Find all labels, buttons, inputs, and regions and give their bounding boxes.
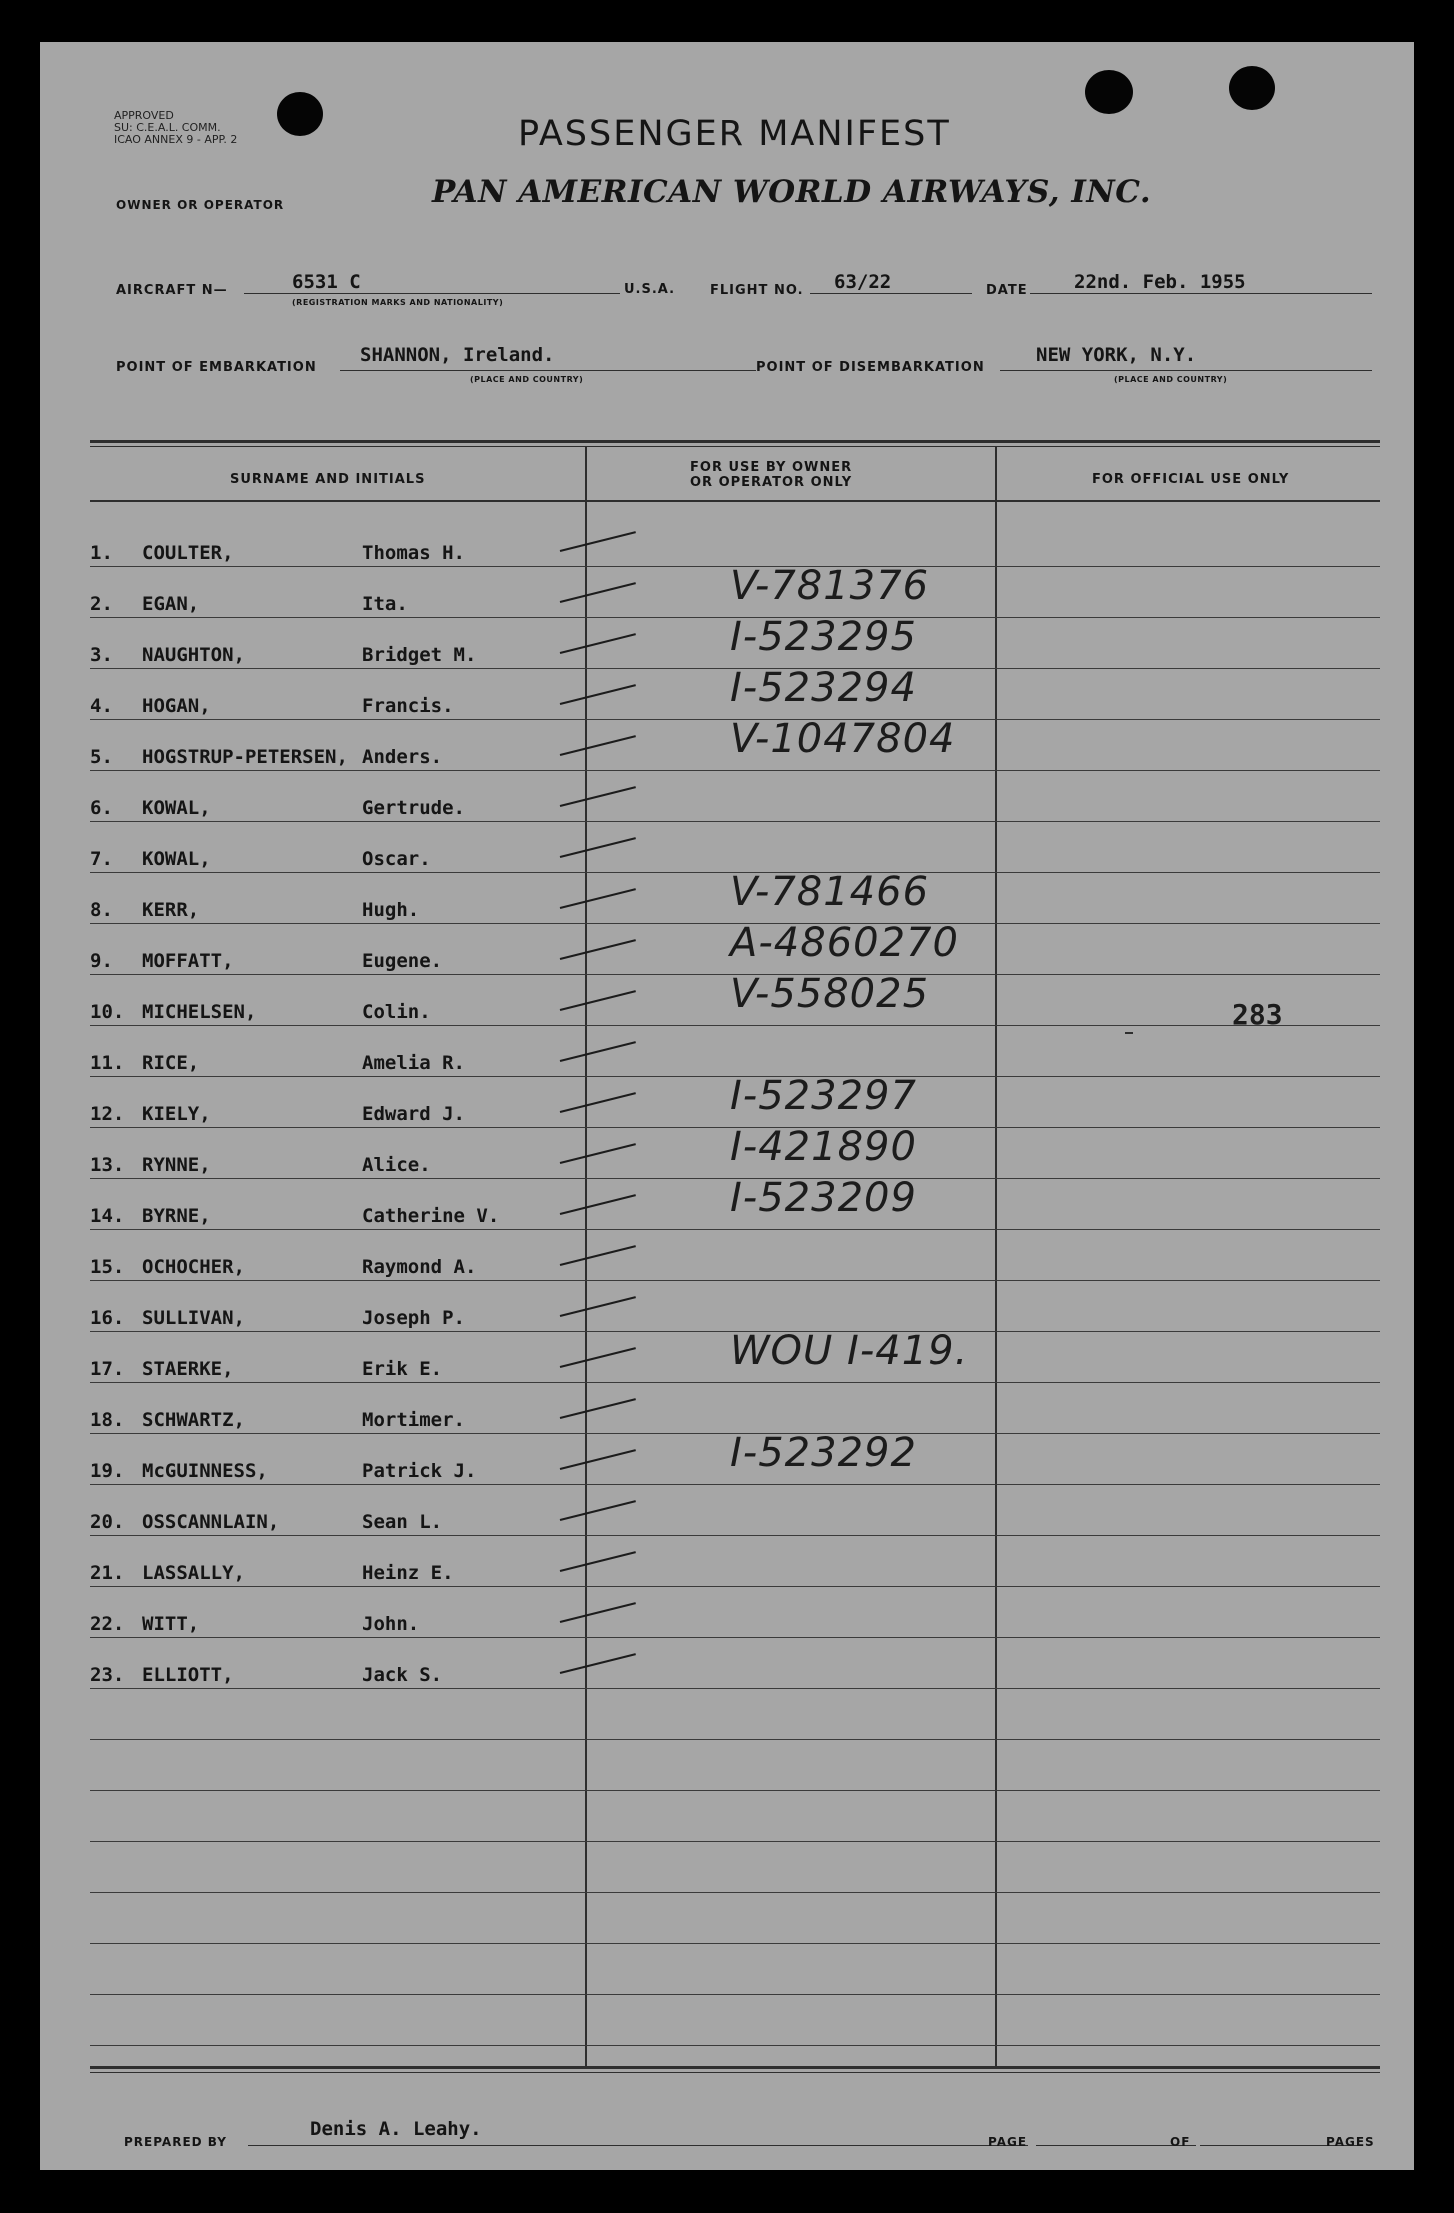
row-number: 16. [90,1307,125,1329]
passenger-initials: Colin. [362,1001,431,1023]
disembarkation-value: NEW YORK, N.Y. [1036,344,1197,366]
table-bottom-rule-2 [90,2072,1380,2073]
approval-stamp [114,110,237,146]
handwritten-id: V-781376 [730,563,930,609]
row-rule [90,1025,1380,1026]
handwritten-id: I-421890 [730,1124,917,1170]
row-number: 10. [90,1001,125,1023]
embarkation-value: SHANNON, Ireland. [360,344,555,366]
passenger-initials: Amelia R. [362,1052,465,1074]
row-number: 5. [90,746,113,768]
row-number: 22. [90,1613,125,1635]
disembarkation-label: POINT OF DISEMBARKATION [756,360,985,375]
date-value: 22nd. Feb. 1955 [1074,271,1246,293]
check-tick [560,939,636,960]
column-header-official: FOR OFFICIAL USE ONLY [1092,472,1290,487]
passenger-surname: ELLIOTT, [142,1664,234,1686]
row-rule [90,1892,1380,1893]
row-number: 11. [90,1052,125,1074]
check-tick [560,1245,636,1266]
prepared-by-underline [248,2145,1028,2146]
row-number: 3. [90,644,113,666]
punch-hole [1085,70,1133,114]
page-label: PAGE [988,2135,1028,2149]
passenger-surname: OCHOCHER, [142,1256,245,1278]
passenger-initials: Oscar. [362,848,431,870]
check-tick [560,1500,636,1521]
passenger-initials: Jack S. [362,1664,443,1686]
passenger-surname: MOFFATT, [142,950,234,972]
passenger-surname: RYNNE, [142,1154,211,1176]
pages-label: PAGES [1326,2135,1375,2149]
row-rule [90,1994,1380,1995]
row-rule [90,1637,1380,1638]
passenger-surname: KIELY, [142,1103,211,1125]
row-number: 9. [90,950,113,972]
punch-hole [1229,66,1275,110]
row-number: 13. [90,1154,125,1176]
row-rule [90,1739,1380,1740]
flight-value: 63/22 [834,271,892,293]
row-number: 1. [90,542,113,564]
row-number: 2. [90,593,113,615]
passenger-initials: Mortimer. [362,1409,465,1431]
handwritten-id: I-523209 [730,1175,917,1221]
check-tick [560,990,636,1011]
row-rule [90,1280,1380,1281]
handwritten-id: I-523295 [730,614,917,660]
handwritten-id: A-4860270 [730,920,959,966]
stamp-line: SU: C.E.A.L. COMM. [114,121,221,134]
column-header-owner-line: OR OPERATOR ONLY [690,475,853,490]
header-bottom-rule [90,500,1380,502]
passenger-surname: KOWAL, [142,797,211,819]
check-tick [560,888,636,909]
check-tick [560,1653,636,1674]
column-header-surname: SURNAME AND INITIALS [230,472,426,487]
passenger-initials: Eugene. [362,950,443,972]
handwritten-id: I-523294 [730,665,917,711]
row-rule [90,770,1380,771]
check-tick [560,1296,636,1317]
passenger-initials: Joseph P. [362,1307,465,1329]
passenger-initials: Ita. [362,593,408,615]
column-header-owner-line: FOR USE BY OWNER [690,460,853,475]
row-number: 21. [90,1562,125,1584]
row-rule [90,2045,1380,2046]
passenger-surname: WITT, [142,1613,200,1635]
check-tick [560,582,636,603]
passenger-initials: Edward J. [362,1103,465,1125]
passenger-initials: John. [362,1613,420,1635]
passenger-surname: LASSALLY, [142,1562,245,1584]
check-tick [560,1398,636,1419]
embarkation-label: POINT OF EMBARKATION [116,360,317,375]
passenger-surname: STAERKE, [142,1358,234,1380]
embarkation-underline [340,370,756,371]
row-number: 23. [90,1664,125,1686]
passenger-surname: MICHELSEN, [142,1001,257,1023]
check-tick [560,1092,636,1113]
handwritten-id: WOU I-419. [730,1328,969,1374]
passenger-surname: COULTER, [142,542,234,564]
owner-label: OWNER OR OPERATOR [116,198,285,212]
row-rule [90,1841,1380,1842]
passenger-surname: KOWAL, [142,848,211,870]
row-number: 19. [90,1460,125,1482]
flight-underline [810,293,972,294]
aircraft-underline [244,293,620,294]
row-rule [90,1382,1380,1383]
table-bottom-rule [90,2066,1380,2069]
passenger-surname: NAUGHTON, [142,644,245,666]
check-tick [560,1449,636,1470]
row-rule [90,1688,1380,1689]
row-number: 8. [90,899,113,921]
aircraft-label: AIRCRAFT N— [116,283,228,298]
disembarkation-underline [1000,370,1372,371]
row-rule [90,821,1380,822]
row-number: 4. [90,695,113,717]
passenger-surname: EGAN, [142,593,200,615]
column-header-owner [690,460,852,490]
row-rule [90,1229,1380,1230]
table-top-rule-2 [90,446,1380,447]
handwritten-id: I-523292 [730,1430,917,1476]
row-number: 20. [90,1511,125,1533]
check-tick [560,1194,636,1215]
handwritten-id: V-1047804 [730,716,956,762]
passenger-initials: Heinz E. [362,1562,454,1584]
aircraft-value: 6531 C [292,271,361,293]
passenger-initials: Thomas H. [362,542,465,564]
row-rule [90,1790,1380,1791]
disembarkation-note: (PLACE AND COUNTRY) [1114,375,1228,384]
passenger-surname: HOGSTRUP-PETERSEN, [142,746,348,768]
airline-name: PAN AMERICAN WORLD AIRWAYS, INC. [432,174,1152,210]
check-tick [560,633,636,654]
prepared-by-value: Denis A. Leahy. [310,2118,482,2140]
of-label: OF [1170,2135,1191,2149]
passenger-surname: OSSCANNLAIN, [142,1511,280,1533]
passenger-initials: Anders. [362,746,443,768]
flight-label: FLIGHT NO. [710,283,804,298]
passenger-initials: Hugh. [362,899,420,921]
page-title: PASSENGER MANIFEST [518,114,951,154]
row-rule [90,1484,1380,1485]
row-number: 7. [90,848,113,870]
official-dash [1125,1032,1133,1034]
passenger-surname: KERR, [142,899,200,921]
official-note: 283 [1232,998,1283,1031]
passenger-initials: Sean L. [362,1511,443,1533]
registration-note: (REGISTRATION MARKS AND NATIONALITY) [292,298,504,307]
passenger-initials: Francis. [362,695,454,717]
passenger-surname: SCHWARTZ, [142,1409,245,1431]
row-rule [90,1586,1380,1587]
handwritten-id: V-558025 [730,971,930,1017]
check-tick [560,1143,636,1164]
check-tick [560,531,636,552]
passenger-initials: Erik E. [362,1358,443,1380]
check-tick [560,684,636,705]
check-tick [560,837,636,858]
stamp-line: ICAO ANNEX 9 - APP. 2 [114,133,238,146]
row-number: 14. [90,1205,125,1227]
row-number: 18. [90,1409,125,1431]
handwritten-id: V-781466 [730,869,930,915]
row-number: 6. [90,797,113,819]
manifest-sheet [40,42,1414,2170]
handwritten-id: I-523297 [730,1073,917,1119]
passenger-surname: SULLIVAN, [142,1307,245,1329]
passenger-initials: Raymond A. [362,1256,477,1278]
table-top-rule [90,440,1380,443]
passenger-surname: BYRNE, [142,1205,211,1227]
check-tick [560,735,636,756]
check-tick [560,1041,636,1062]
check-tick [560,786,636,807]
check-tick [560,1602,636,1623]
row-number: 17. [90,1358,125,1380]
passenger-surname: HOGAN, [142,695,211,717]
stamp-line: APPROVED [114,109,174,122]
punch-hole [277,92,323,136]
passenger-initials: Alice. [362,1154,431,1176]
check-tick [560,1551,636,1572]
column-divider [995,446,997,2068]
date-underline [1030,293,1372,294]
passenger-surname: McGUINNESS, [142,1460,268,1482]
passenger-initials: Gertrude. [362,797,465,819]
row-number: 15. [90,1256,125,1278]
country-label: U.S.A. [624,282,676,297]
row-rule [90,1535,1380,1536]
passenger-initials: Bridget M. [362,644,477,666]
date-label: DATE [986,283,1028,298]
check-tick [560,1347,636,1368]
passenger-initials: Catherine V. [362,1205,500,1227]
passenger-initials: Patrick J. [362,1460,477,1482]
embarkation-note: (PLACE AND COUNTRY) [470,375,584,384]
prepared-by-label: PREPARED BY [124,2135,227,2149]
passenger-surname: RICE, [142,1052,200,1074]
row-rule [90,1943,1380,1944]
row-number: 12. [90,1103,125,1125]
